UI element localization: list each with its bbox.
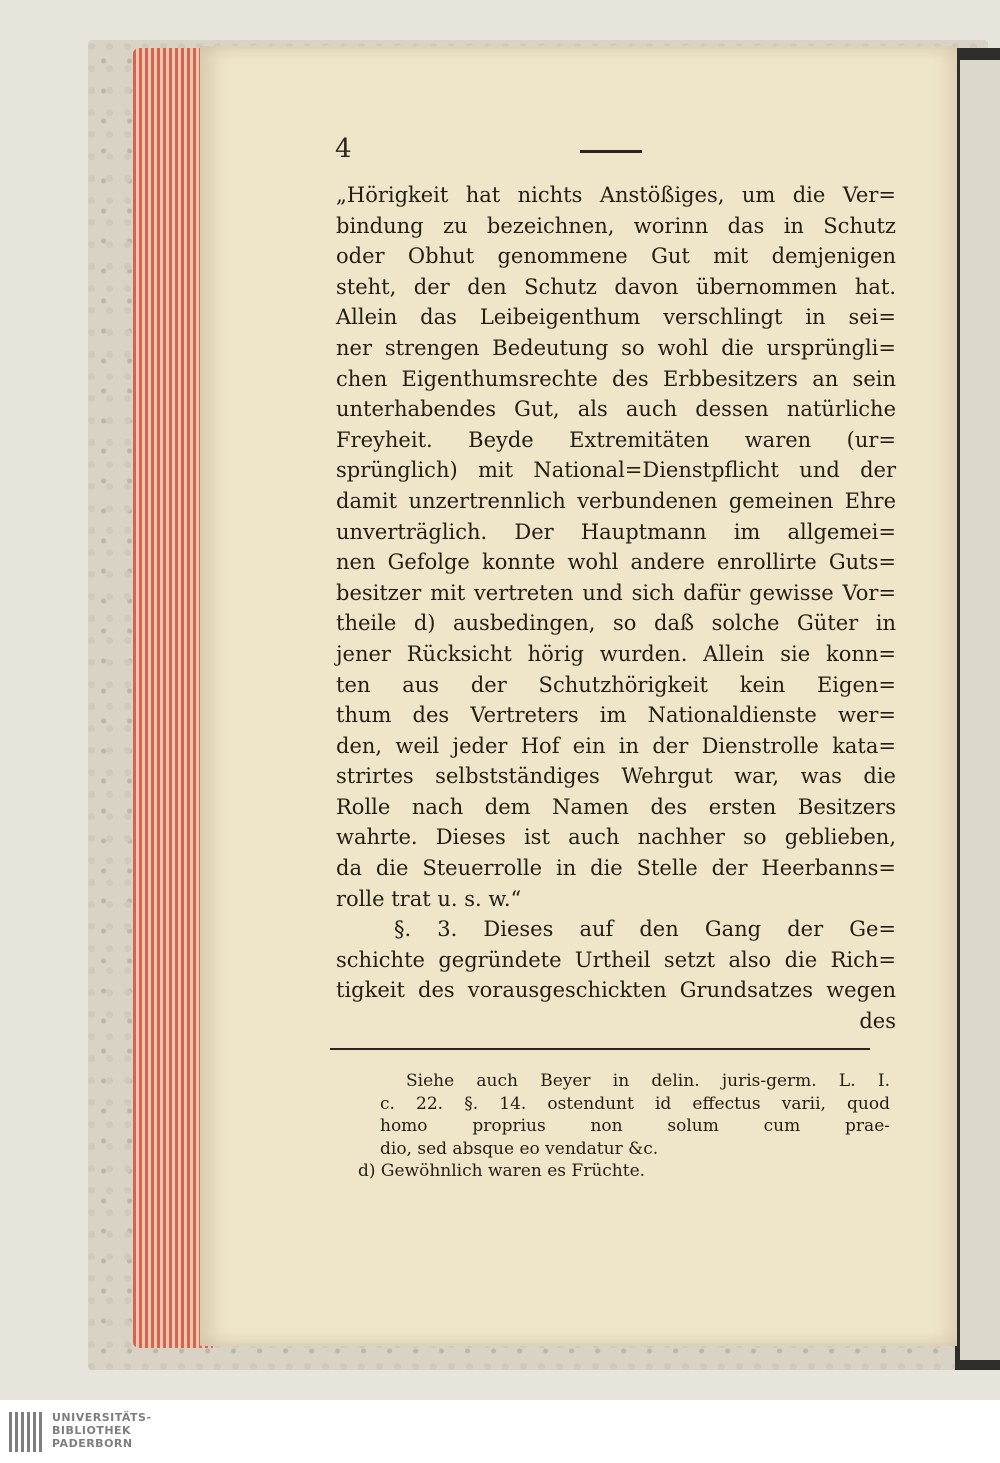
text-line: besitzer mit vertreten und sich dafür gewisse Vor= [336, 580, 896, 605]
page-number: 4 [335, 134, 352, 164]
text-line: oder Obhut genommene Gut mit demjenigen [336, 244, 896, 269]
footnote-line: dio, sed absque eo vendatur &c. [380, 1138, 659, 1159]
library-logo-icon [6, 1412, 44, 1452]
logo-line: BIBLIOTHEK [52, 1424, 132, 1437]
text-line: ten aus der Schutzhörigkeit kein Eigen= [336, 672, 896, 697]
text-line: unverträglich. Der Hauptmann im allgemei= [336, 519, 896, 544]
logo-line: PADERBORN [52, 1437, 133, 1450]
footnote-line: c. 22. §. 14. ostendunt id effectus varii, quod [380, 1093, 890, 1114]
text-line: ner strengen Bedeutung so wohl die ursprüngli= [336, 335, 896, 360]
text-line: chen Eigenthumsrechte des Erbbesitzers an sein [336, 366, 896, 391]
footnotes [358, 1070, 890, 1183]
footnote-rule [330, 1048, 870, 1050]
header-rule [580, 150, 642, 153]
text-line: wahrte. Dieses ist auch nachher so geblieben, [336, 825, 896, 850]
text-line: steht, der den Schutz davon übernommen hat. [336, 274, 896, 299]
text-line: damit unzertrennlich verbundenen gemeinen Ehre [336, 488, 896, 513]
text-line: Rolle nach dem Namen des ersten Besitzers [336, 794, 896, 819]
library-logo-text [52, 1411, 152, 1450]
next-page-edge [960, 60, 1000, 1360]
text-line: „Hörigkeit hat nichts Anstößiges, um die Ver= [336, 183, 896, 207]
text-line: den, weil jeder Hof ein in der Dienstrolle kata= [336, 733, 896, 758]
logo-line: UNIVERSITÄTS- [52, 1411, 152, 1424]
text-line: sprünglich) mit National=Dienstpflicht und der [336, 458, 896, 483]
text-line: Allein das Leibeigenthum verschlingt in sei= [336, 305, 896, 330]
text-line: unterhabendes Gut, als auch dessen natürliche [336, 397, 896, 422]
footnote-d: d) Gewöhnlich waren es Früchte. [358, 1161, 646, 1182]
text-line: schichte gegründete Urtheil setzt also die Rich= [336, 947, 896, 972]
text-line: da die Steuerrolle in die Stelle der Heerbanns= [336, 856, 896, 881]
text-line: tigkeit des vorausgeschickten Grundsatzes wegen [336, 978, 896, 1003]
text-line: thum des Vertreters im Nationaldienste wer= [336, 703, 896, 728]
text-line: nen Gefolge konnte wohl andere enrollirte Guts= [336, 550, 896, 575]
text-line: strirtes selbstständiges Wehrgut war, was die [336, 764, 896, 789]
catchword: des [859, 1009, 896, 1034]
text-line: Freyheit. Beyde Extremitäten waren (ur= [336, 427, 896, 452]
footnote-line: homo proprius non solum cum prae- [380, 1116, 890, 1137]
text-line: theile d) ausbedingen, so daß solche Güter in [336, 611, 896, 636]
section-heading-line: §. 3. Dieses auf den Gang der Ge= [394, 917, 896, 942]
text-line: bindung zu bezeichnen, worinn das in Schutz [336, 213, 896, 238]
text-line: jener Rücksicht hörig wurden. Allein sie konn= [336, 641, 896, 666]
footnote-line: Siehe auch Beyer in delin. juris-germ. L. I. [406, 1071, 890, 1091]
main-text [336, 180, 896, 1037]
text-line: rolle trat u. s. w.“ [336, 886, 522, 911]
